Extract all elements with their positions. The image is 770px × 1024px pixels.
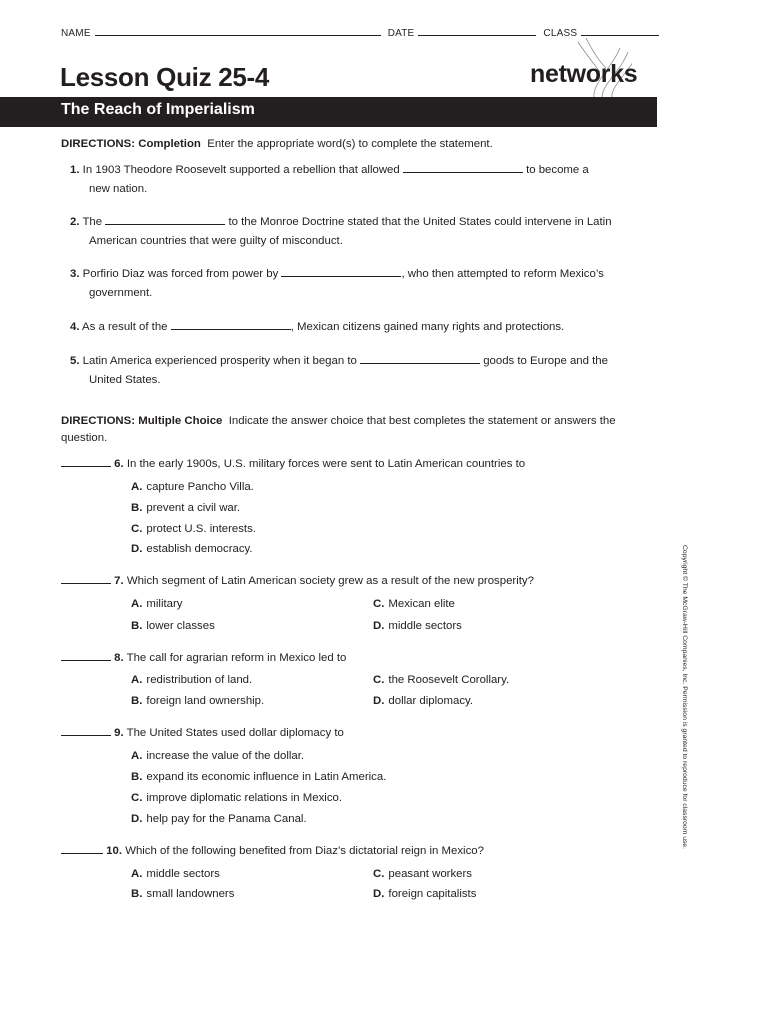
logo-text: networks [530,60,638,88]
directions-text: Indicate the answer choice that best completes the statement or answers the question. [61,415,616,444]
question-number: 10. [106,845,123,857]
option-8d[interactable]: D. dollar diplomacy. [373,695,474,707]
question-continuation: United States. [89,374,161,386]
directions-text: Enter the appropriate word(s) to complete the statement. [207,138,493,150]
question-number: 1. [70,164,80,176]
directions-label: DIRECTIONS: [61,138,136,150]
option-7a[interactable]: A. military [131,598,183,610]
question-text: Latin America experienced prosperity when it began to [82,355,357,367]
option-9b[interactable]: B. expand its economic influence in Latin America. [131,771,387,783]
mc-question-6 [61,455,641,472]
option-6d[interactable]: D. establish democracy. [131,543,253,555]
answer-blank[interactable] [61,724,111,736]
option-6c[interactable]: C. protect U.S. interests. [131,523,256,535]
completion-question-5 [70,352,640,390]
question-number: 4. [70,321,80,333]
question-number: 2. [70,216,80,228]
option-7d[interactable]: D. middle sectors [373,620,462,632]
class-field[interactable] [581,26,659,36]
answer-blank[interactable] [360,352,480,364]
directions-label: DIRECTIONS: [61,415,136,427]
question-text: goods to Europe and the [483,355,608,367]
mc-question-7 [61,572,641,589]
completion-question-3 [70,265,640,303]
question-text: Which segment of Latin American society grew as a result of the new prosperity? [126,575,534,587]
completion-question-1 [70,161,640,199]
option-10d[interactable]: D. foreign capitalists [373,888,477,900]
answer-blank[interactable] [171,318,291,330]
question-number: 7. [114,575,124,587]
question-text: Which of the following benefited from Diaz’s dictatorial reign in Mexico? [125,845,484,857]
quiz-title: Lesson Quiz 25-4 [60,62,270,92]
copyright-notice: Copyright © The McGraw-Hill Companies, Inc. Permission is granted to reproduce for classroom use. [681,545,688,850]
question-number: 5. [70,355,80,367]
option-9c[interactable]: C. improve diplomatic relations in Mexico. [131,792,343,804]
question-text: , who then attempted to reform Mexico’s [401,268,604,280]
class-label: CLASS [543,28,578,39]
option-6b[interactable]: B. prevent a civil war. [131,502,241,514]
answer-blank[interactable] [403,161,523,173]
question-text: , Mexican citizens gained many rights and protections. [290,321,565,333]
networks-logo [527,60,657,94]
question-text: In 1903 Theodore Roosevelt supported a rebellion that allowed [82,164,400,176]
completion-directions [61,136,641,153]
answer-blank[interactable] [281,265,401,277]
question-text: The United States used dollar diplomacy to [126,727,344,739]
title-banner [0,97,657,127]
name-field[interactable] [95,26,381,36]
option-6a[interactable]: A. capture Pancho Villa. [131,481,254,493]
answer-blank[interactable] [105,213,225,225]
option-7c[interactable]: C. Mexican elite [373,598,455,610]
option-10c[interactable]: C. peasant workers [373,868,472,880]
answer-blank[interactable] [61,455,111,467]
answer-blank[interactable] [61,842,103,854]
question-text: The [82,216,103,228]
question-continuation: government. [89,287,153,299]
question-number: 6. [114,458,124,470]
question-text: In the early 1900s, U.S. military forces were sent to Latin American countries to [126,458,526,470]
option-8c[interactable]: C. the Roosevelt Corollary. [373,674,510,686]
mc-question-9 [61,724,641,741]
date-field[interactable] [418,26,536,36]
completion-question-4 [70,318,640,337]
mc-question-10 [61,842,641,859]
question-text: to the Monroe Doctrine stated that the United States could intervene in Latin [228,216,612,228]
mc-question-8 [61,649,641,666]
option-10a[interactable]: A. middle sectors [131,868,220,880]
option-8a[interactable]: A. redistribution of land. [131,674,253,686]
directions-type: Multiple Choice [138,415,223,427]
completion-question-2 [70,213,640,251]
question-number: 3. [70,268,80,280]
answer-blank[interactable] [61,572,111,584]
question-continuation: American countries that were guilty of misconduct. [89,235,343,247]
multiple-choice-directions [61,413,641,447]
option-7b[interactable]: B. lower classes [131,620,215,632]
question-continuation: new nation. [89,183,148,195]
option-8b[interactable]: B. foreign land ownership. [131,695,265,707]
date-label: DATE [387,28,415,39]
question-text: Porfirio Diaz was forced from power by [82,268,279,280]
question-number: 9. [114,727,124,739]
lesson-subtitle: The Reach of Imperialism [61,101,255,118]
question-text: As a result of the [82,321,168,333]
directions-type: Completion [138,138,201,150]
name-label: NAME [61,28,91,39]
answer-blank[interactable] [61,649,111,661]
question-text: The call for agrarian reform in Mexico led to [126,652,347,664]
question-number: 8. [114,652,124,664]
option-10b[interactable]: B. small landowners [131,888,235,900]
question-text: to become a [526,164,589,176]
option-9a[interactable]: A. increase the value of the dollar. [131,750,305,762]
option-9d[interactable]: D. help pay for the Panama Canal. [131,813,307,825]
